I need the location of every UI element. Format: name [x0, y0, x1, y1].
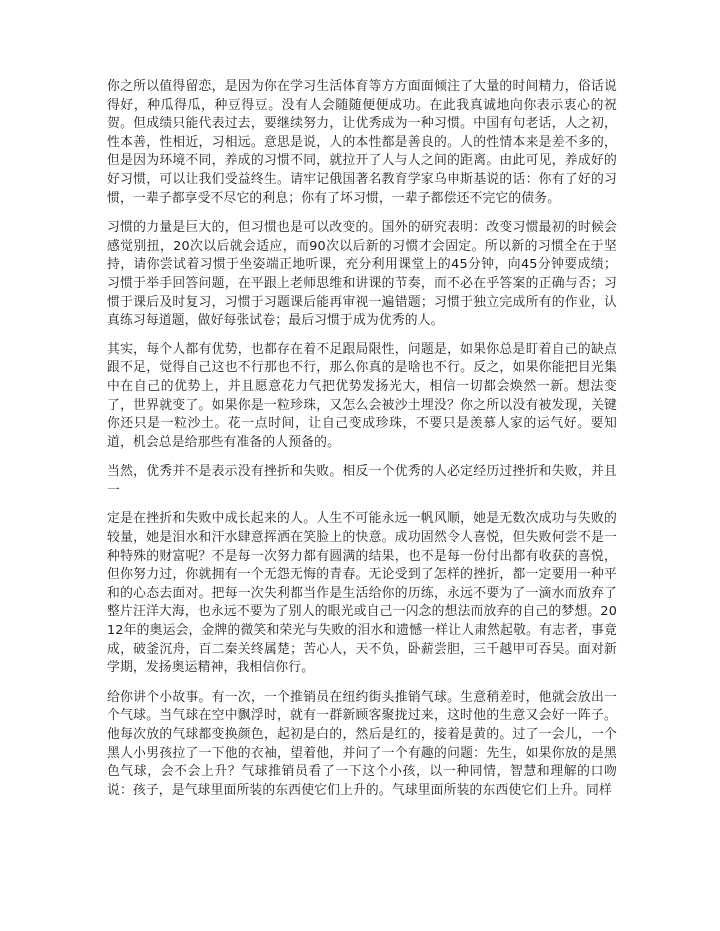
paragraph-1: 你之所以值得留恋，是因为你在学习生活体育等方方面面倾注了大量的时间精力，俗话说得好，种瓜得瓜，种豆得豆。没有人会随随便便成功。在此我真诚地向你表示衷心的祝贺。但成绩只能代表过去，要继续努力，让优秀成为一种习惯。中国有句老话，人之初，性本善，性相近，习相远。意思是说，人的本性都是善良的。人的性情本来是差不多的，但是因为环境不同，养成的习惯不同，就拉开了人与人之间的距离。由此可见，养成好的好习惯，可以让我们受益终生。请牢记俄国著名教育学家乌申斯基说的话：你有了好的习惯，一辈子都享受不尽它的利息；你有了坏习惯，一辈子都偿还不完它的债务。 — [107, 79, 617, 206]
paragraph-6: 给你讲个小故事。有一次，一个推销员在纽约街头推销气球。生意稍差时，他就会放出一个气球。当气球在空中飘浮时，就有一群新顾客聚拢过来，这时他的生意又会好一阵子。他每次放的气球都变换颜色，起初是白的，然后是红的，接着是黄的。过了一会儿，一个黑人小男孩拉了一下他的衣袖，望着他，并问了一个有趣的问题：先生，如果你放的是黑色气球，会不会上升？气球推销员看了一下这个小孩，以一种同情，智慧和理解的口吻说：孩子，是气球里面所装的东西使它们上升的。气球里面所装的东西使它们上升。同样 — [107, 689, 617, 798]
paragraph-3: 其实，每个人都有优势，也都存在着不足跟局限性，问题是，如果你总是盯着自己的缺点跟不足，觉得自己这也不行那也不行，那么你真的是啥也不行。反之，如果你能把目光集中在自己的优势上，并且愿意花力气把优势发扬光大，相信一切都会焕然一新。想法变了，世界就变了。如果你是一粒珍珠，又怎么会被沙土埋没？你之所以没有被发现，关键你还只是一粒沙土。花一点时间，让自己变成珍珠，不要只是羡慕人家的运气好。要知道，机会总是给那些有准备的人预备的。 — [107, 341, 617, 450]
paragraph-4: 当然，优秀并不是表示没有挫折和失败。相反一个优秀的人必定经历过挫折和失败，并且一 — [107, 464, 617, 498]
document-body — [107, 78, 617, 800]
paragraph-2: 习惯的力量是巨大的，但习惯也是可以改变的。国外的研究表明：改变习惯最初的时候会感觉别扭，20次以后就会适应，而90次以后新的习惯才会固定。所以新的习惯全在于坚持，请你尝试着习惯于坐姿端正地听课，充分利用课堂上的45分钟，向45分钟要成绩；习惯于举手回答问题，在平跟上老师思维和讲课的节奏，而不必在乎答案的正确与否；习惯于课后及时复习，习惯于习题课后能再审视一遍错题；习惯于独立完成所有的作业，认真练习每道题，做好每张试卷；最后习惯于成为优秀的人。 — [107, 220, 617, 329]
paragraph-5: 定是在挫折和失败中成长起来的人。人生不可能永远一帆风顺，她是无数次成功与失败的较量，她是泪水和汗水肆意挥洒在笑脸上的快意。成功固然令人喜悦，但失败何尝不是一种特殊的财富呢？不是每一次努力都有圆满的结果，也不是每一份付出都有收获的喜悦，但你努力过，你就拥有一个无怨无悔的青春。无论受到了怎样的挫折，都一定要用一种平和的心态去面对。把每一次失利都当作是生活给你的历练，永远不要为了一滴水而放弃了整片汪洋大海，也永远不要为了别人的眼光或自己一闪念的想法而放弃的自己的梦想。2012年的奥运会，金牌的微笑和荣光与失败的泪水和遗憾一样让人肃然起敬。有志者，事竟成，破釜沉舟，百二秦关终属楚；苦心人，天不负，卧薪尝胆，三千越甲可吞吴。面对新学期，发扬奥运精神，我相信你行。 — [107, 511, 617, 676]
